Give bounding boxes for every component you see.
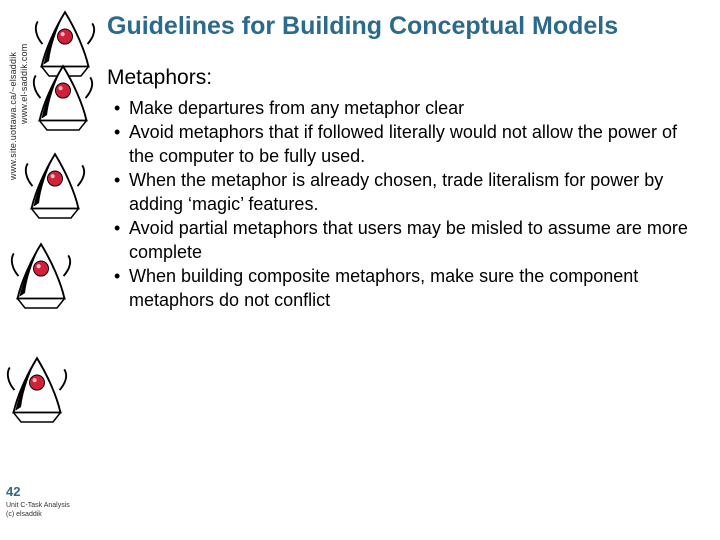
footer-copyright: (c) elsaddik <box>6 511 42 518</box>
java-duke-mascot-icon <box>24 148 86 226</box>
slide-title: Guidelines for Building Conceptual Models <box>107 12 619 40</box>
bullet-item: • Avoid metaphors that if followed literally would not allow the power of the computer to be fully used. <box>106 120 706 168</box>
bullet-item: • Make departures from any metaphor clear <box>106 96 706 120</box>
footer-text <box>6 501 70 519</box>
sidebar-url-secondary: www.el-saddik.com <box>19 43 29 124</box>
bullet-item: • When the metaphor is already chosen, trade literalism for power by adding ‘magic’ features. <box>106 168 706 216</box>
java-duke-mascot-icon <box>6 352 68 430</box>
sidebar-url-primary: www.site.uottawa.ca/~elsaddik <box>8 51 18 180</box>
java-duke-mascot-icon <box>10 238 72 316</box>
footer-course: Unit C-Task Analysis <box>6 502 70 509</box>
slide-number: 42 <box>6 484 21 499</box>
bullet-item: • Avoid partial metaphors that users may be misled to assume are more complete <box>106 216 706 264</box>
java-duke-mascot-icon <box>32 60 94 138</box>
bullet-list <box>106 96 706 312</box>
section-heading: Metaphors: <box>107 66 213 89</box>
bullet-item: • When building composite metaphors, make sure the component metaphors do not conflict <box>106 264 706 312</box>
